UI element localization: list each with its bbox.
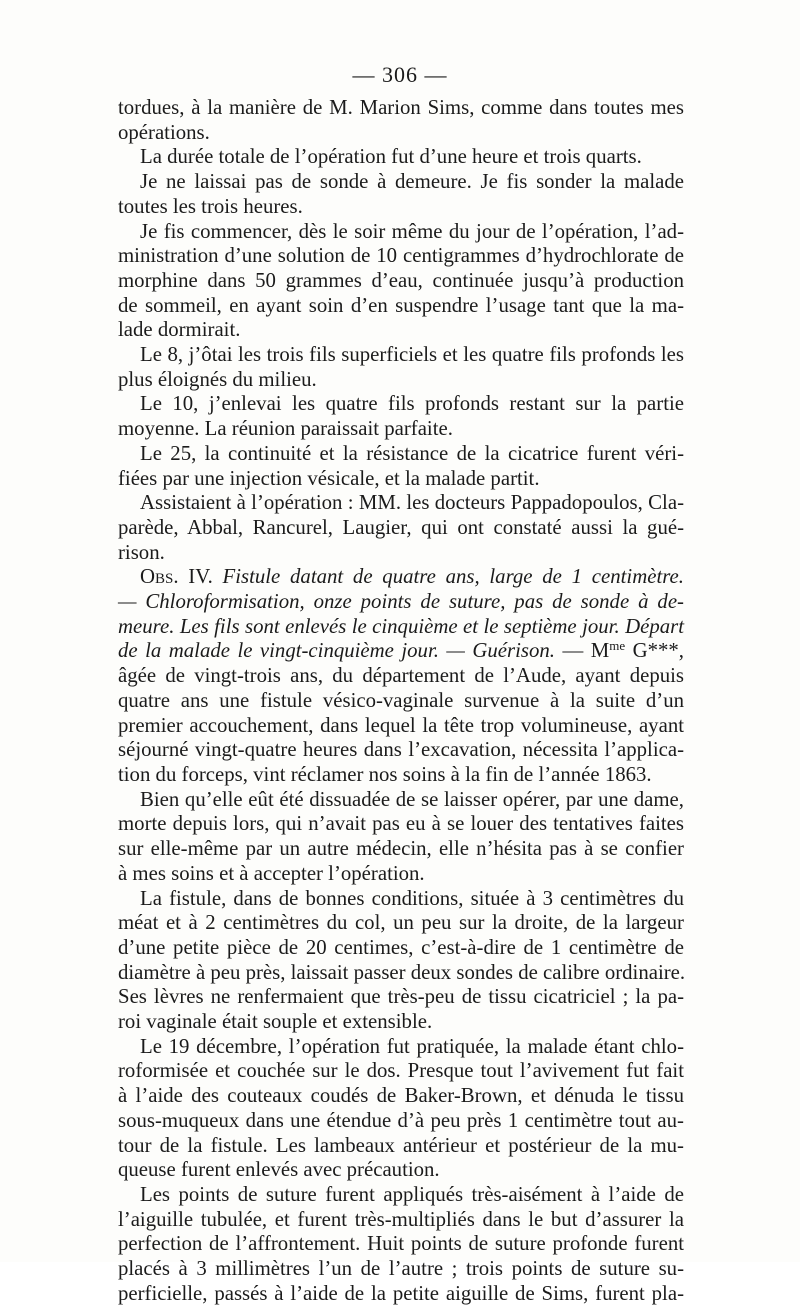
text-line: lade dormirait. <box>118 318 241 342</box>
text-line: placés à 3 millimètres l’un de l’autre ; trois points de suture su- <box>118 1257 684 1281</box>
text-line: opérations. <box>118 120 210 144</box>
body-text <box>118 96 684 1306</box>
observation-heading <box>118 565 684 664</box>
observation-title-part: meure. Les fils sont enlevés le cinquième et le septième jour. Départ <box>118 614 684 638</box>
text-line: fiées par une injection vésicale, et la malade partit. <box>118 466 540 490</box>
observation-title-sup: me <box>609 638 626 654</box>
observation-title-tail: — M <box>554 639 610 663</box>
text-line: Je ne laissai pas de sonde à demeure. Je fis sonder la malade <box>140 170 684 194</box>
observation-label: Obs. IV. <box>140 565 213 589</box>
text-line: perfection de l’affrontement. Huit points de suture profonde furent <box>118 1232 684 1256</box>
text-line: toutes les trois heures. <box>118 194 303 218</box>
text-line: séjourné vingt-quatre heures dans l’excavation, nécessita l’applica- <box>118 738 684 762</box>
text-line: Je fis commencer, dès le soir même du jour de l’opération, l’ad- <box>140 219 684 243</box>
text-line: rison. <box>118 540 165 564</box>
text-line: Le 19 décembre, l’opération fut pratiquée, la malade étant chlo- <box>140 1034 684 1058</box>
text-line: méat et à 2 centimètres du col, un peu sur la droite, de la largeur <box>118 911 684 935</box>
text-line: quatre ans une fistule vésico-vaginale survenue à la suite d’un <box>118 688 684 712</box>
page-number: — 306 — <box>352 62 448 87</box>
observation-title-part: — Chloroformisation, onze points de suture, pas de sonde à de- <box>118 590 684 614</box>
text-line: sur elle-même par un autre médecin, elle n’hésita pas à se confier <box>118 837 684 861</box>
text-section-2 <box>118 664 684 1306</box>
text-line <box>118 565 684 590</box>
text-line: sous-muqueux dans une étendue d’à peu près 1 centimètre tout au- <box>118 1108 684 1132</box>
text-line: âgée de vingt-trois ans, du département de l’Aude, ayant depuis <box>118 664 684 688</box>
text-line: d’une petite pièce de 20 centimes, c’est-à-dire de 1 centimètre de <box>118 935 684 959</box>
text-line: Bien qu’elle eût été dissuadée de se laisser opérer, par une dame, <box>140 787 684 811</box>
text-line: Le 25, la continuité et la résistance de la cicatrice furent véri- <box>140 441 684 465</box>
text-line: Le 8, j’ôtai les trois fils superficiels et les quatre fils profonds les <box>140 343 684 367</box>
text-line: morte depuis lors, qui n’avait pas eu à se louer des tentatives faites <box>118 812 684 836</box>
text-line: La fistule, dans de bonnes conditions, située à 3 centimètres du <box>140 886 684 910</box>
text-line: tion du forceps, vint réclamer nos soins à la fin de l’année 1863. <box>118 762 652 786</box>
text-line: tordues, à la manière de M. Marion Sims, comme dans toutes mes <box>118 96 684 119</box>
text-line: roformisée et couchée sur le dos. Presque tout l’avivement fut fait <box>118 1059 684 1083</box>
text-line: parède, Abbal, Rancurel, Laugier, qui ont constaté aussi la gué- <box>118 515 684 539</box>
text-line: plus éloignés du milieu. <box>118 367 317 391</box>
text-section-1 <box>118 96 684 565</box>
text-line: queuse furent enlevés avec précaution. <box>118 1158 440 1182</box>
text-line: perficielle, passés à l’aide de la petite aiguille de Sims, furent pla- <box>118 1281 684 1305</box>
text-line: de sommeil, en ayant soin d’en suspendre l’usage tant que la ma- <box>118 293 684 317</box>
text-line: Ses lèvres ne renfermaient que très-peu de tissu cicatriciel ; la pa- <box>118 985 684 1009</box>
text-line: moyenne. La réunion paraissait parfaite. <box>118 417 453 441</box>
observation-title-part: de la malade le vingt-cinquième jour. — Guérison. <box>118 639 555 663</box>
text-line <box>118 639 684 664</box>
text-line: ministration d’une solution de 10 centigrammes d’hydrochlorate de <box>118 244 684 268</box>
text-line: à mes soins et à accepter l’opération. <box>118 861 425 885</box>
text-line: La durée totale de l’opération fut d’une heure et trois quarts. <box>140 145 642 169</box>
observation-title-tail2: G***, <box>625 639 684 663</box>
text-line: Le 10, j’enlevai les quatre fils profonds restant sur la partie <box>140 392 684 416</box>
text-line: à l’aide des couteaux coudés de Baker-Brown, et dénuda le tissu <box>118 1084 684 1108</box>
text-line: roi vaginale était souple et extensible. <box>118 1010 433 1034</box>
text-line: Les points de suture furent appliqués très-aisément à l’aide de <box>140 1182 684 1206</box>
text-line: diamètre à peu près, laissait passer deux sondes de calibre ordinaire. <box>118 960 686 984</box>
text-line: morphine dans 50 grammes d’eau, continuée jusqu’à production <box>118 268 684 292</box>
text-line: premier accouchement, dans lequel la tête trop volumineuse, ayant <box>118 713 684 737</box>
text-line: Assistaient à l’opération : MM. les docteurs Pappadopoulos, Cla- <box>140 491 684 515</box>
text-line: l’aiguille tubulée, et furent très-multipliés dans le but d’assurer la <box>118 1207 684 1231</box>
text-line: tour de la fistule. Les lambeaux antérieur et postérieur de la mu- <box>118 1133 684 1157</box>
observation-title-part: Fistule datant de quatre ans, large de 1 centimètre. <box>222 565 684 589</box>
